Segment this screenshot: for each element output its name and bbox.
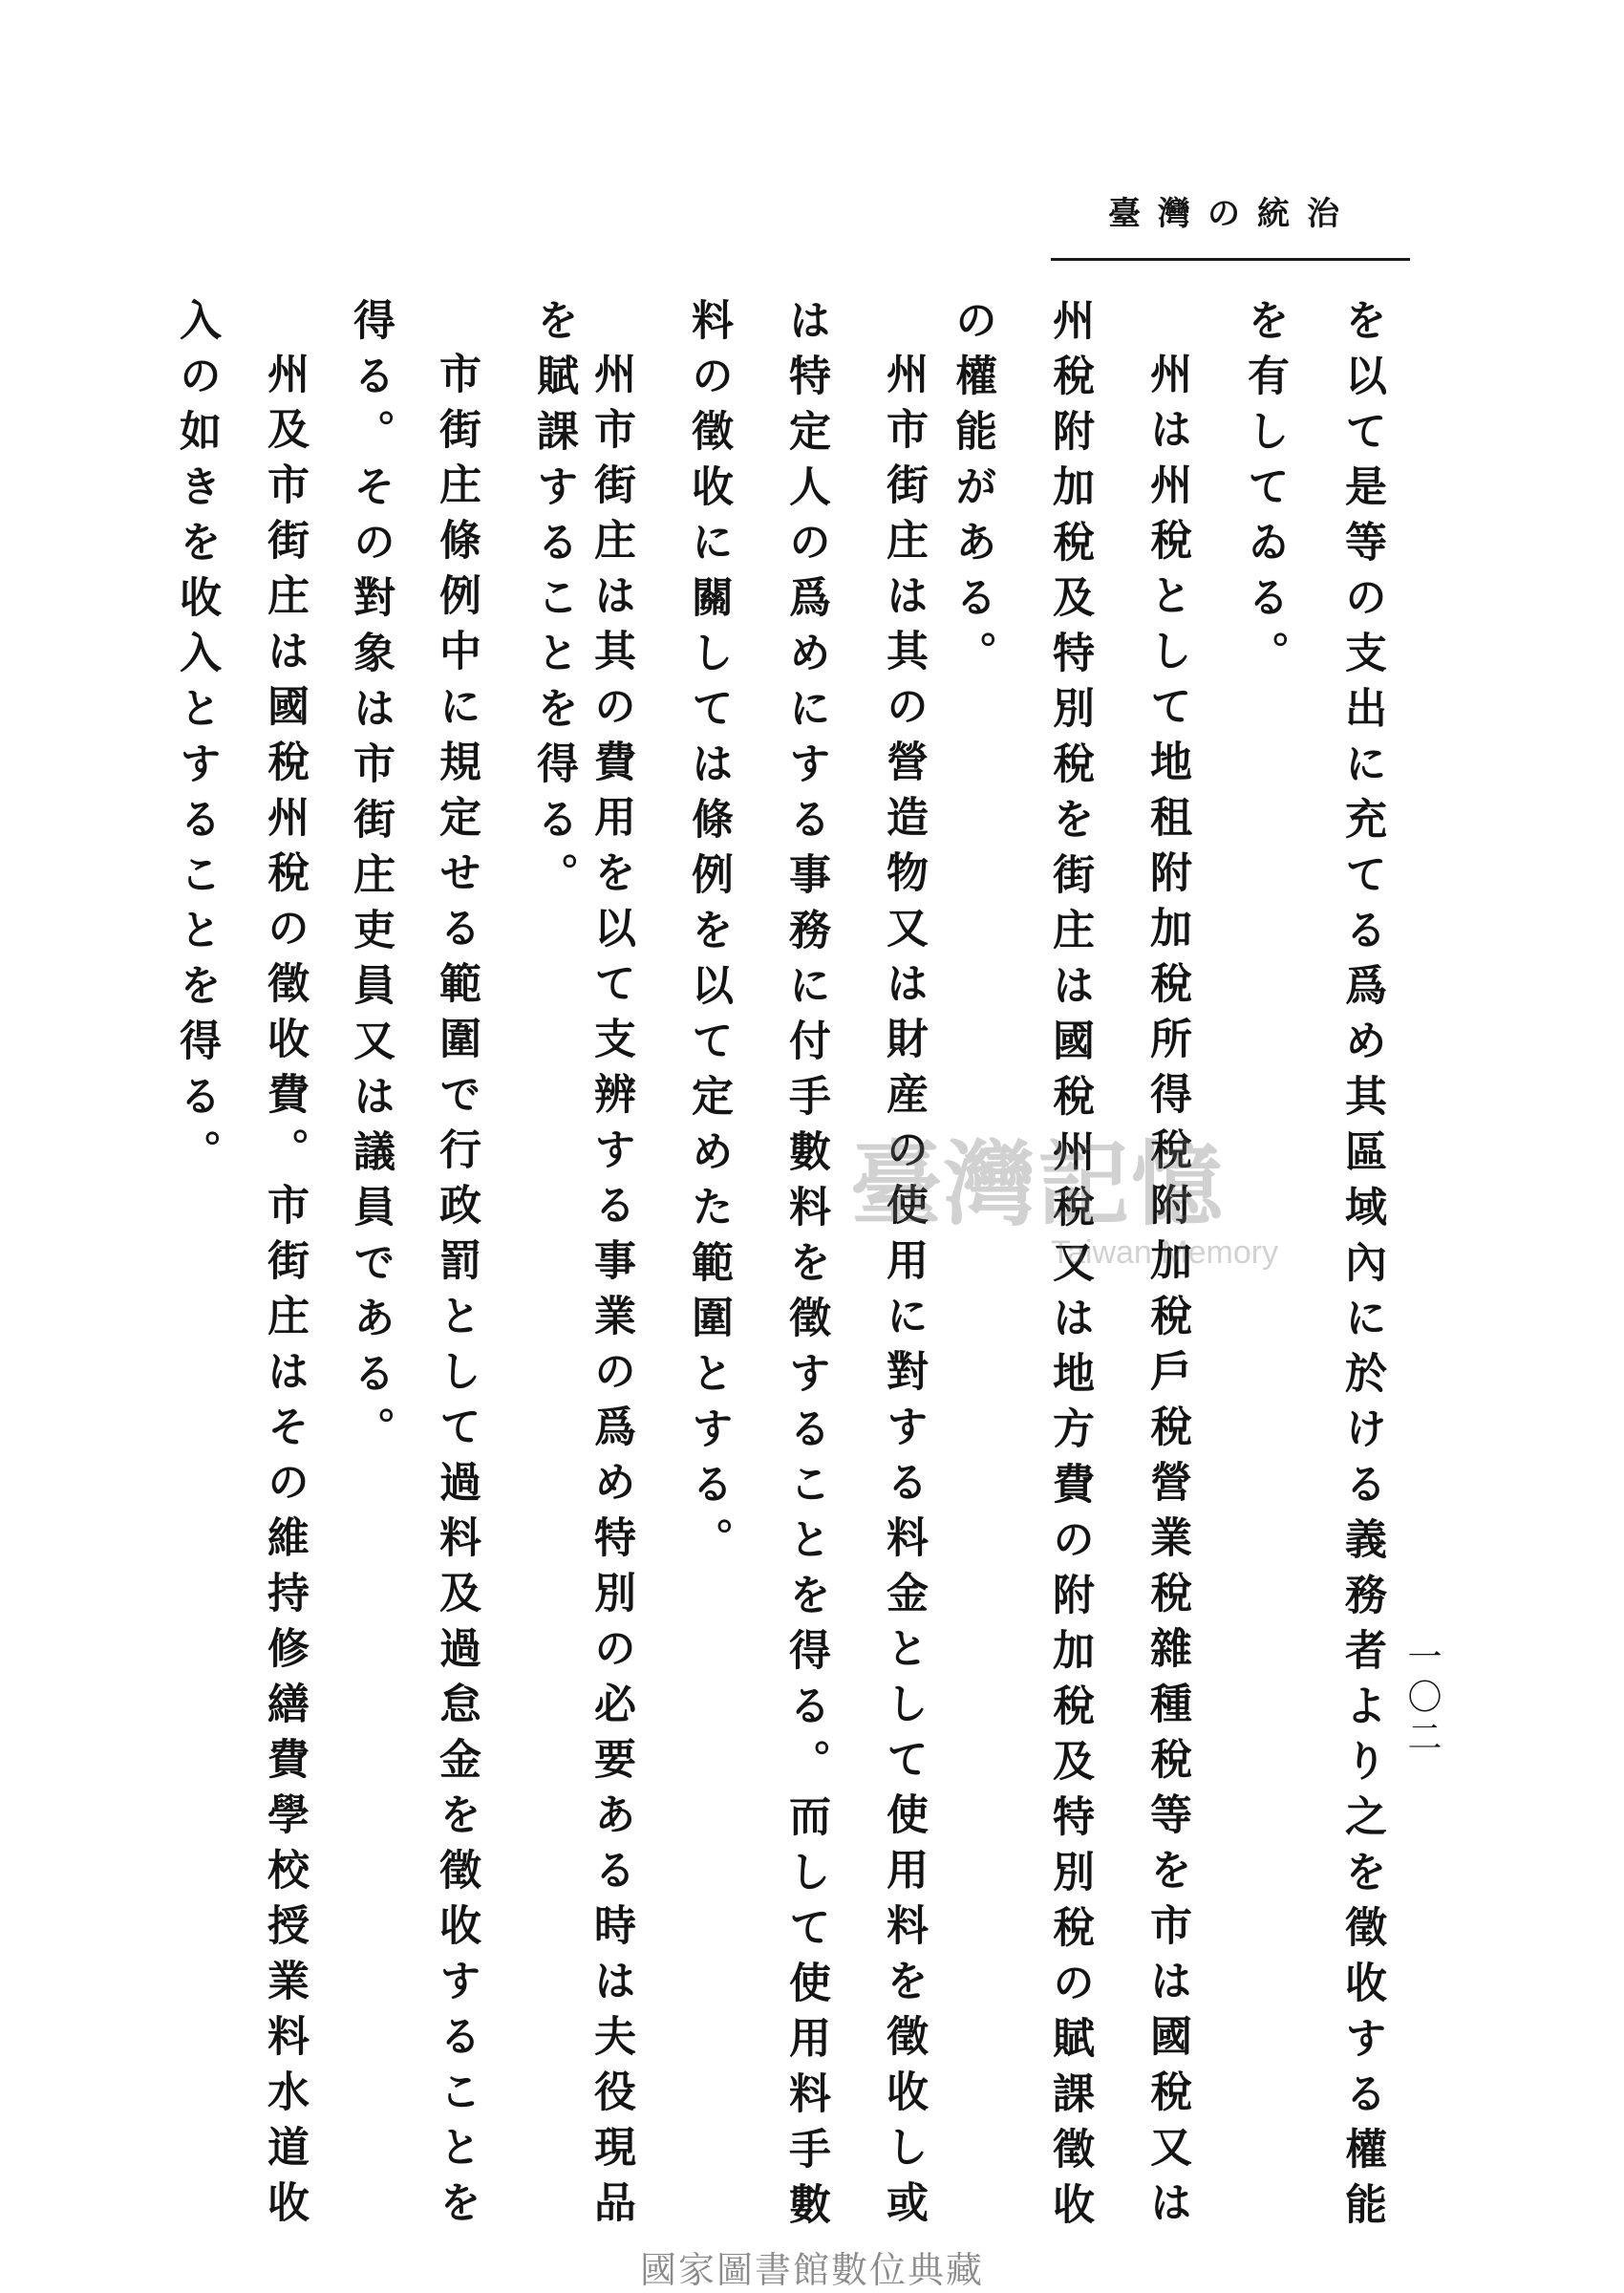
text-column: 市街庄條例中に規定せる範圍で行政罰として過料及過怠金を徵收することを — [432, 352, 481, 2236]
header-rule — [1051, 258, 1410, 261]
text-column: を賦課することを得る。 — [529, 298, 578, 908]
text-column: 州稅附加稅及特別稅を街庄は國稅州稅又は地方費の附加稅及特別稅の賦課徵收 — [1045, 298, 1094, 2238]
text-column: 州は州稅として地租附加稅所得稅附加稅戶稅營業稅雜種稅等を市は國稅又は — [1143, 352, 1191, 2236]
text-column: 得る。その對象は市街庄吏員又は議員である。 — [346, 298, 395, 1462]
page-number: 一〇二 — [1402, 1639, 1442, 1759]
text-column: 州市街庄は其の營造物又は財産の使用に對する料金として使用料を徵收し或 — [879, 352, 928, 2236]
text-column: の權能がある。 — [948, 298, 996, 686]
footer-archive-label: 國家圖書館數位典藏 — [639, 2249, 984, 2291]
text-column: は特定人の爲めにする事務に付手數料を徵することを得る。而して使用料手數 — [781, 298, 830, 2238]
running-head: 臺灣の統治 — [1108, 195, 1357, 233]
watermark-logo-text: 臺灣記憶 — [850, 1130, 1225, 1238]
text-column: 州市街庄は其の費用を以て支辨する事業の爲め特別の必要ある時は夫役現品 — [587, 352, 635, 2236]
text-column: 入の如きを收入とすることを得る。 — [172, 298, 221, 1185]
text-column: を以て是等の支出に充てる爲め其區域內に於ける義務者より之を徵收する權能 — [1337, 298, 1386, 2238]
text-column: 料の徵收に關しては條例を以て定めた範圍とする。 — [684, 298, 733, 1573]
watermark-subtitle: Taiwan Memory — [1051, 1234, 1279, 1271]
text-column: を有してゐる。 — [1240, 298, 1289, 686]
text-column: 州及市街庄は國稅州稅の徵收費。市街庄はその維持修繕費學校授業料水道收 — [260, 352, 309, 2236]
